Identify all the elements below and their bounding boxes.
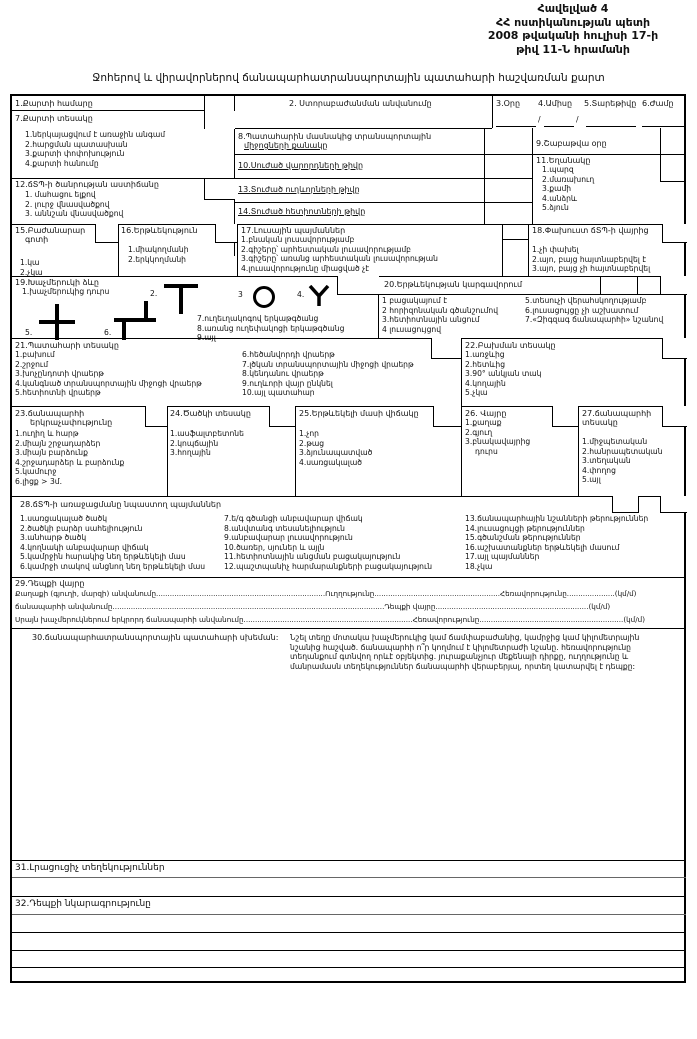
field-20-options-left xyxy=(382,296,498,334)
option[interactable]: 4.կողնակի անբավարար վիճակ xyxy=(20,542,149,552)
field-16-answer-box[interactable] xyxy=(215,224,238,243)
field-7-options xyxy=(25,130,165,168)
option[interactable]: 1.պարզ xyxy=(542,165,574,174)
field-19-label: 19.Խաչմերուկի ձևը xyxy=(15,278,99,287)
option[interactable]: 4.լուսավորությունը միացված չէ xyxy=(241,263,370,273)
field-11-label: 11.Եղանակը xyxy=(536,156,591,165)
option[interactable]: 3.ձյունապատված xyxy=(299,448,373,458)
option[interactable]: 2. լուրջ վնասվածքով xyxy=(25,199,110,209)
intersection-2-number: 2. xyxy=(150,289,158,298)
distance-label: Հեռավորությունը xyxy=(500,589,567,598)
option[interactable]: 3. աննշան վնասվածքով xyxy=(25,209,124,219)
writing-line xyxy=(12,950,686,951)
field-23-answer-box[interactable] xyxy=(145,406,168,427)
option[interactable]: 5.չկա xyxy=(465,388,488,398)
option[interactable]: 4.փողոց xyxy=(582,465,616,475)
instruction-line: մանրամասն տեղեկություններ ճանապարհի վերաբերյալ, որտեղ կատարվել է դեպքը: xyxy=(290,661,636,671)
field-28-options-col3 xyxy=(465,514,648,572)
year-input[interactable] xyxy=(586,126,636,127)
option[interactable]: 1. մահացու ելքով xyxy=(25,190,96,199)
option[interactable]: 1.առջևից xyxy=(465,350,505,359)
direction-label: Ուղղությունը xyxy=(325,589,375,598)
field-24-label: 24.Ծածկի տեսակը xyxy=(170,409,251,418)
option[interactable]: 4.անձրև xyxy=(542,193,578,203)
option[interactable]: 2 հորիզոնական գծանշումով xyxy=(382,305,499,315)
month-input[interactable] xyxy=(544,126,574,127)
field-1-label: 1.Քարտի համարը xyxy=(15,99,93,108)
option[interactable]: 7.«Զիգզագ ճանապարհի» նշանով xyxy=(525,315,664,325)
option[interactable]: 2.թաց xyxy=(299,438,325,448)
additional-info-input[interactable] xyxy=(12,878,686,896)
field-9-label: 9.Շաբաթվա օրը xyxy=(536,139,607,148)
divider xyxy=(234,178,532,179)
intersection-4-number: 4. xyxy=(297,290,305,299)
divider xyxy=(502,224,503,276)
divider xyxy=(204,111,205,128)
option[interactable]: 18.չկա xyxy=(465,561,493,571)
divider xyxy=(12,406,686,407)
option[interactable]: 5.կամրջին հարակից նեղ երթևեկելի մաս xyxy=(20,552,186,562)
unit-label: (կմ/մ) xyxy=(623,615,646,624)
field-30-label: 30.ճանապարհատրանսպորտային պատահարի սխեման: xyxy=(32,633,279,642)
field-22-options xyxy=(465,350,541,398)
divider xyxy=(637,276,638,294)
hour-input[interactable] xyxy=(642,126,684,127)
field-15-label-2: գոտի xyxy=(25,235,49,244)
field-30-instructions xyxy=(290,633,682,671)
writing-line xyxy=(12,967,686,968)
option[interactable]: 2.չկա xyxy=(20,267,43,277)
divider xyxy=(234,154,532,155)
field-12-label: 12.ճՏՊ-ի ծանրության աստիճանը xyxy=(15,180,159,189)
option[interactable]: 7.ե/գ գծանցի անբավարար վիճակ xyxy=(224,514,363,523)
option: դուրս xyxy=(475,446,498,456)
divider xyxy=(484,128,485,224)
option[interactable]: 17.այլ պայմաններ xyxy=(465,552,540,562)
divider xyxy=(204,128,492,129)
field-23-label: 23.ճանապարհի xyxy=(15,409,85,418)
field-20-answer-box[interactable] xyxy=(660,276,687,295)
field-16-options xyxy=(128,245,189,264)
road-name-label: ճանապարհի անվանումը xyxy=(15,602,113,611)
option[interactable]: 2.մառախուղ xyxy=(542,174,595,184)
option[interactable]: 10.ծառեր, սյուներ և այլն xyxy=(224,542,325,552)
header-line: 2008 թվականի հուլիսի 17-ի xyxy=(487,29,659,42)
option[interactable]: 6.լուսացույցը չի աշխատում xyxy=(525,305,639,315)
intersection-3-number: 3 xyxy=(238,290,243,299)
divider xyxy=(492,96,493,128)
divider xyxy=(12,338,686,339)
option[interactable]: 2.գյուղ xyxy=(465,427,493,437)
option[interactable]: 1.ուղիղ և հարթ xyxy=(15,429,79,438)
intersection-6-number: 6. xyxy=(104,328,112,337)
document-title: Ջոհերով և վիրավորներով ճանապարհատրանսպորտային պատահարի հաշվառման քարտ xyxy=(92,72,605,84)
option[interactable]: 3.անհարթ ծածկ xyxy=(20,533,87,543)
date-separator: / xyxy=(538,115,541,124)
divider xyxy=(12,896,686,897)
option[interactable]: 4 լուսացույցով xyxy=(382,324,442,334)
option[interactable]: 2.միայն շրջադարձեր xyxy=(15,438,101,448)
option[interactable]: 1.չի փախել xyxy=(532,245,579,254)
field-20-label: 20.Երթևեկության կարգավորում xyxy=(384,280,523,289)
field-31-label: 31.Լրացուցիչ տեղեկություններ xyxy=(15,863,165,873)
field-4-label: 4.Ամիսը xyxy=(538,99,573,108)
field-1-answer-box[interactable] xyxy=(204,111,235,129)
option[interactable]: 3.միայն բարձունք xyxy=(15,448,88,458)
field-21-answer-box[interactable] xyxy=(431,338,462,359)
option[interactable]: 2.հանրապետական xyxy=(582,446,663,456)
option[interactable]: 1.քաղաք xyxy=(465,418,502,427)
divider xyxy=(461,338,462,406)
field-15-options xyxy=(20,258,43,277)
option[interactable]: 2.ծածկի բարձր սահելիություն xyxy=(20,523,143,533)
y-intersection-icon[interactable] xyxy=(308,285,330,307)
option[interactable]: 1 բացակայում է xyxy=(382,296,448,305)
option[interactable]: 2.շրջում xyxy=(15,359,49,369)
divider xyxy=(12,496,686,497)
field-23-options xyxy=(15,429,124,487)
field-8-label: 8.Պատահարին մասնակից տրանսպորտային xyxy=(238,132,432,141)
crossroad-icon[interactable] xyxy=(39,304,75,340)
field-15-label: 15.Բաժանարար xyxy=(15,226,86,235)
instruction-line: տեղանքում գտնվող որևէ օբյեկտից. յուրաքանչյուր մեքենայի դիրքը, ուղղությունը և xyxy=(290,652,629,662)
option[interactable]: 2.այո, բայց հայտնաբերվել է xyxy=(532,254,647,264)
field-27-answer-box[interactable] xyxy=(662,406,687,427)
field-28-options-col2 xyxy=(224,514,432,572)
unit-label: (կմ/մ) xyxy=(588,602,611,611)
option[interactable]: 2.հարցման պատասխան xyxy=(25,139,128,149)
field-28-answer-box-2[interactable] xyxy=(660,496,687,513)
field-2-label: 2. Ստորաբաժանման անվանումը xyxy=(289,99,432,108)
option[interactable]: 1.կա xyxy=(20,258,40,267)
field-17-label: 17.Լուսային պայմաններ xyxy=(241,226,346,235)
location-row-3[interactable]: Սրայն խաչմերուկներում երկրորդ ճանապարհի անվանումը..........................................................................Հեռավորությունը...............................................................(կմ/մ) xyxy=(15,615,646,624)
option[interactable]: 6.լիցք > 3մ. xyxy=(15,476,63,486)
option[interactable]: 4.կանգնած տրանսպորտային միջոցի վրաերթ xyxy=(15,378,202,388)
option[interactable]: 9.անբավարար լուսավորություն xyxy=(224,533,353,543)
unit-label: (կմ/մ) xyxy=(614,589,637,598)
field-18-label: 18.Փախուստ ճՏՊ-ի վայրից xyxy=(532,226,649,235)
intersection-5-number: 5. xyxy=(25,328,33,337)
divider xyxy=(578,406,579,496)
option[interactable]: 9.ուղևորի վայր ընկնել xyxy=(242,378,333,388)
header-line: ՀՀ ոստիկանության պետի xyxy=(495,15,651,29)
option[interactable]: 10.այլ պատահար xyxy=(242,388,315,398)
field-10-label: 10.Սուժած վարորդների թիվը xyxy=(238,161,364,170)
field-18-options xyxy=(532,245,650,274)
city-label: Քաղաքի (գյուղի, մարզի) անվանումը xyxy=(15,589,157,598)
option[interactable]: 1.ասֆալտբետոնե xyxy=(170,429,244,438)
option[interactable]: 7.ուղեւղակոգով երկաթգծանց xyxy=(197,314,319,323)
field-5-label: 5.Տարեթիվը xyxy=(584,99,637,108)
decree-header xyxy=(463,2,683,56)
scheme-drawing-area[interactable] xyxy=(12,674,686,860)
field-26-answer-box[interactable] xyxy=(552,406,579,427)
option[interactable]: 3.բնակավայրից xyxy=(465,437,531,447)
divider xyxy=(12,628,686,629)
description-input[interactable] xyxy=(12,915,686,981)
option[interactable]: 3.քամի xyxy=(542,184,572,194)
option[interactable]: 2.հետևից xyxy=(465,359,506,369)
location-row-1[interactable]: Քաղաքի (գյուղի, մարզի) անվանումը..........................................................................Ուղղությունը.......................................................Հեռավորությունը.....................(կմ/մ) xyxy=(15,589,637,598)
divider xyxy=(660,181,686,182)
t-intersection-icon[interactable] xyxy=(164,284,198,314)
option[interactable]: 6.հեծանվորդի վրաերթ xyxy=(242,350,335,359)
option[interactable]: 4.քարտի հանումը xyxy=(25,158,99,168)
option[interactable]: 9.այլ xyxy=(197,333,216,343)
field-21-options-left xyxy=(15,350,202,398)
field-26-label: 26. Վայրը xyxy=(465,409,507,418)
header-line: թիվ 11-Ն հրամանի xyxy=(516,42,630,56)
option[interactable]: 8.կենդանու վրաերթ xyxy=(242,369,324,379)
option[interactable]: 12.պաշտպանիչ հարմարանքների բացակայություն xyxy=(224,561,433,571)
field-27-options xyxy=(582,437,663,485)
option[interactable]: 5.հետիոտնի վրաերթ xyxy=(15,388,101,398)
divider xyxy=(461,406,462,496)
date-separator: / xyxy=(576,115,579,124)
option[interactable]: 1.բախում xyxy=(15,350,55,359)
divider xyxy=(118,224,119,276)
field-3-label: 3.Օրը xyxy=(496,99,521,108)
field-28-options-col1 xyxy=(20,514,205,572)
field-12-answer-box[interactable] xyxy=(204,179,235,200)
field-27-label-2: տեսակը xyxy=(582,418,618,427)
divider xyxy=(12,860,686,861)
divider xyxy=(532,154,686,155)
option[interactable]: 2.կոպճային xyxy=(170,438,219,448)
option[interactable]: 3.հողային xyxy=(170,448,211,458)
divider xyxy=(378,294,686,295)
field-11-options xyxy=(542,165,594,213)
field-25-label: 25.Երթևեկելի մասի վիճակը xyxy=(299,409,419,418)
option[interactable]: 14.լուսացույցի թերություններ xyxy=(465,523,585,533)
option[interactable]: 2.գիշերը՝ արհեստական լուսավորությամբ xyxy=(241,244,411,254)
option[interactable]: 11.հետիոտնային անցման բացակայություն xyxy=(224,552,401,562)
instruction-line: Նշել տեղը մոտակա խաչմերուկից կամ ճամփաբաժանից, կամրջից կամ կիլոմետրային xyxy=(290,633,640,642)
option[interactable]: 4.սառցակալած xyxy=(299,457,362,467)
divider xyxy=(600,276,601,294)
field-6-label: 6.Ժամը xyxy=(642,99,674,108)
field-25-options xyxy=(299,429,372,467)
field-22-answer-box[interactable] xyxy=(662,338,687,359)
field-17-options xyxy=(241,235,438,273)
option[interactable]: 1.չոր xyxy=(299,429,319,438)
option[interactable]: 1.բնական լուսավորությամբ xyxy=(241,235,355,244)
field-26-options xyxy=(465,418,530,456)
option[interactable]: 16.աշխատանքներ երթևեկելի մասում xyxy=(465,542,620,552)
instruction-line: նշանից հաշված. ճանապարհի ո՞ր կողմում է կիլոմետրաժի նշանը. հեռավորությունը xyxy=(290,642,631,652)
field-25-answer-box[interactable] xyxy=(433,406,462,427)
option[interactable]: 15.գծանշման թերություններ xyxy=(465,533,581,543)
divider xyxy=(237,224,238,276)
field-12-options xyxy=(25,190,123,219)
place-label: Դեպքի վայրը xyxy=(384,602,436,611)
roundabout-icon[interactable] xyxy=(253,286,275,308)
second-road-label: Սրայն խաչմերուկներում երկրորդ ճանապարհի անվանումը xyxy=(15,615,244,624)
field-13-label: 13.Տուժած ուղևորների թիվը xyxy=(238,185,360,194)
option[interactable]: 5.ձյուն xyxy=(542,203,569,213)
divider xyxy=(12,178,234,179)
field-16-label: 16.Երթևեկություն xyxy=(121,226,198,235)
option[interactable]: 3.հետիոտնային անցում xyxy=(382,315,480,325)
option[interactable]: 7.լծկան տրանսպորտային միջոցի վրաերթ xyxy=(242,359,414,369)
option[interactable]: 13.ճանապարհային նշանների թերություններ xyxy=(465,514,649,523)
field-24-options xyxy=(170,429,244,458)
field-8-label-2: միջոցների քանակը xyxy=(244,141,328,150)
staggered-intersection-icon[interactable] xyxy=(114,301,156,341)
divider xyxy=(502,239,528,240)
option[interactable]: 1.սառցակալած ծածկ xyxy=(20,514,108,523)
field-22-label: 22.Բախման տեսակը xyxy=(465,341,556,350)
option[interactable]: 4.շրջադարձեր և բարձունք xyxy=(15,457,125,467)
option[interactable]: 3.տեղական xyxy=(582,456,631,466)
divider xyxy=(295,406,296,496)
option[interactable]: 5.տեսուչի վերահսկողությամբ xyxy=(525,296,647,305)
field-19-option-1[interactable]: 1.խաչմերուկից դուրս xyxy=(22,287,110,296)
divider xyxy=(532,128,533,224)
option[interactable]: 5.այլ xyxy=(582,475,601,485)
option[interactable]: 1.ներկայացվում է առաջին անգամ xyxy=(25,130,166,139)
header-line: Հավելված 4 xyxy=(537,2,609,15)
field-28-label: 28.ճՏՊ-ի առաջացմանը նպաստող պայմաններ xyxy=(20,500,222,509)
field-15-answer-box[interactable] xyxy=(95,224,119,243)
divider xyxy=(234,202,532,203)
option[interactable]: 3.գիշերը՝ առանց արհեստական լուսավորության xyxy=(241,254,438,264)
writing-line xyxy=(12,932,686,933)
option[interactable]: 8.անվտանգ տեսանելիություն xyxy=(224,523,345,533)
field-24-answer-box[interactable] xyxy=(269,406,296,427)
location-row-2[interactable]: ճանապարհի անվանումը.......................................................................................................................Դեպքի վայրը...................................................................(կմ/մ) xyxy=(15,602,611,611)
option[interactable]: 8.առանց ուղեփակոցի երկաթգծանց xyxy=(197,323,345,333)
field-28-answer-box-1[interactable] xyxy=(612,496,639,513)
field-21-options-right xyxy=(242,350,414,398)
option[interactable]: 4.կողային xyxy=(465,378,506,388)
divider xyxy=(167,406,168,496)
day-input[interactable] xyxy=(496,126,536,127)
option[interactable]: 1.միջպետական xyxy=(582,437,648,446)
field-29-label: 29.Դեպքի վայրը xyxy=(15,579,85,588)
field-20-options-right xyxy=(525,296,663,325)
accident-form xyxy=(10,94,686,983)
divider xyxy=(528,224,529,276)
field-19-answer-box[interactable] xyxy=(337,276,379,295)
field-21-label: 21.Պատահարի տեսակը xyxy=(15,341,119,350)
option[interactable]: 3.90° անկյան տակ xyxy=(465,369,542,379)
option[interactable]: 1.միակողմանի xyxy=(128,245,189,254)
distance-label: Հեռավորությունը xyxy=(412,615,480,624)
option[interactable]: 3.քարտի փոփոխություն xyxy=(25,149,125,159)
divider xyxy=(12,110,204,111)
field-18-answer-box[interactable] xyxy=(662,224,687,243)
option[interactable]: 5.կամուրջ xyxy=(15,467,57,477)
option[interactable]: 3.խոչընդոտի վրաերթ xyxy=(15,369,104,379)
divider xyxy=(12,577,686,578)
field-7-label: 7.Քարտի տեսակը xyxy=(15,114,93,123)
field-32-label: 32.Դեպքի նկարագրությունը xyxy=(15,899,151,909)
option[interactable]: 6.կամրջի տակով անցնող նեղ երթևեկելի մաս xyxy=(20,561,206,571)
field-27-label: 27.ճանապարհի xyxy=(582,409,652,418)
option[interactable]: 3.այո, բայց չի հայտնաբերվել xyxy=(532,264,651,274)
field-23-label-2: երկրաչափությունը xyxy=(30,418,113,427)
field-14-label: 14.Տուժած հետիոտների թիվը xyxy=(238,207,366,216)
option[interactable]: 2.երկկողմանի xyxy=(128,254,186,264)
